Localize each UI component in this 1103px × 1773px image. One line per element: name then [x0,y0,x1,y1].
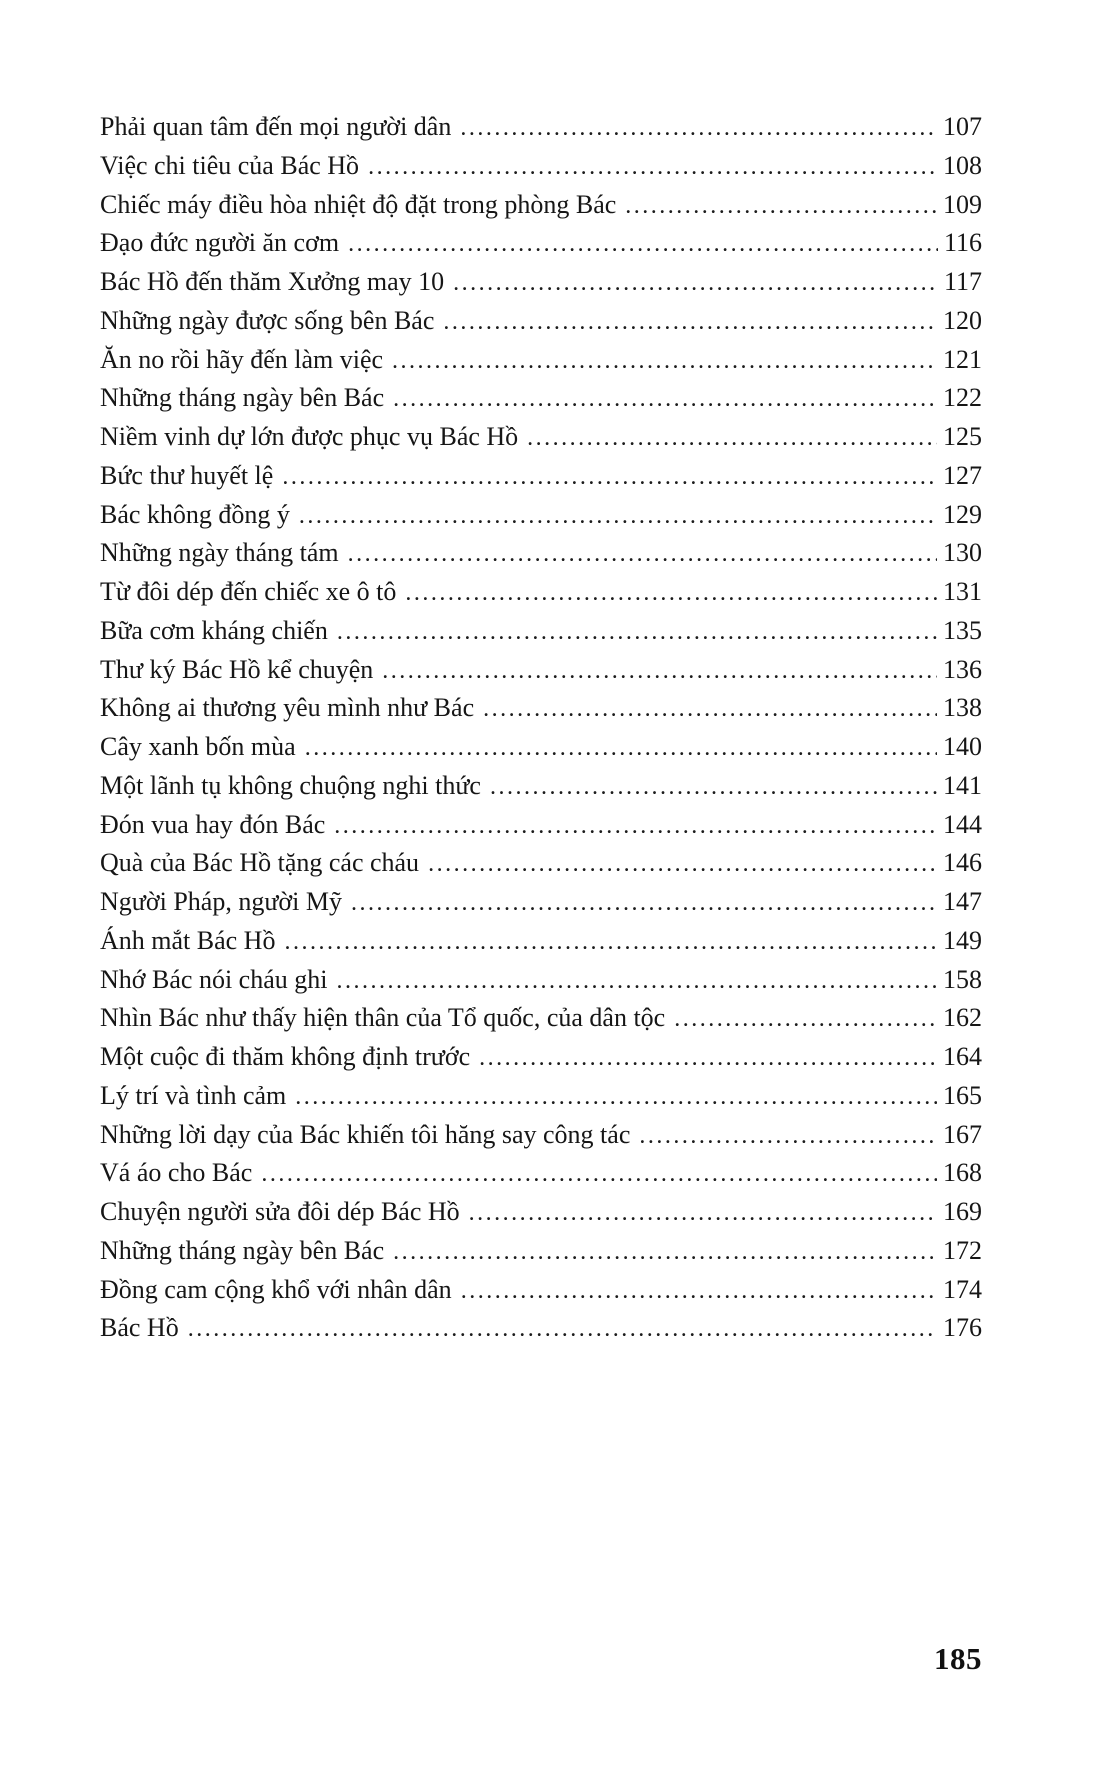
toc-entry [100,306,982,345]
toc-entry-title: Từ đôi dép đến chiếc xe ô tô [100,577,397,606]
toc-entry-title: Phải quan tâm đến mọi người dân [100,112,452,141]
toc-entry-title: Đồng cam cộng khổ với nhân dân [100,1274,452,1304]
toc-entry-page: 135 [943,615,982,645]
toc-entry-title: Quà của Bác Hồ tặng các cháu [100,848,420,878]
page-number: 185 [934,1641,982,1676]
toc-entry-title: Những ngày được sống bên Bác [100,305,435,335]
toc-entry [100,500,982,539]
toc-entry-page: 130 [943,538,982,568]
toc-entry-page: 129 [943,499,982,529]
toc-entry-title: Bác Hồ [100,1313,179,1343]
toc-entry-title: Những tháng ngày bên Bác [100,1235,385,1265]
toc-dot-leader [305,732,937,762]
toc-entry [100,267,982,306]
toc-dot-leader [674,1003,937,1033]
toc-entry-page: 108 [943,150,982,180]
toc-entry [100,616,982,655]
toc-dot-leader [405,577,937,607]
toc-entry [100,848,982,887]
toc-entry-page: 127 [943,460,982,490]
toc-entry-title: Thư ký Bác Hồ kể chuyện [100,654,374,684]
toc-entry [100,732,982,771]
toc-entry-page: 167 [943,1119,982,1149]
toc-dot-leader [428,848,937,878]
toc-entry-title: Nhìn Bác như thấy hiện thân của Tổ quốc, của dân tộc [100,1003,666,1033]
toc-entry-page: 144 [943,809,982,839]
toc-entry [100,771,982,810]
toc-dot-leader [188,1313,937,1343]
toc-entry [100,190,982,229]
toc-entry [100,228,982,267]
toc-entry-title: Ăn no rồi hãy đến làm việc [100,344,384,374]
toc-entry-page: 117 [943,267,982,296]
toc-entry-page: 131 [943,577,982,606]
toc-dot-leader [261,1158,937,1188]
toc-entry [100,965,982,1004]
toc-dot-leader [284,926,937,956]
toc-entry [100,538,982,577]
toc-entry-title: Một lãnh tụ không chuộng nghi thức [100,770,481,800]
toc-dot-leader [348,228,938,258]
toc-entry-title: Chiếc máy điều hòa nhiệt độ đặt trong phòng Bác [100,189,617,219]
toc-dot-leader [393,383,937,413]
toc-entry-title: Đón vua hay đón Bác [100,809,326,839]
toc-entry-title: Niềm vinh dự lớn được phục vụ Bác Hồ [100,422,519,451]
toc-entry-page: 138 [943,693,982,723]
toc-entry-page: 169 [943,1197,982,1226]
toc-entry-title: Đạo đức người ăn cơm [100,228,340,258]
toc-dot-leader [337,616,937,646]
toc-dot-leader [527,422,937,452]
toc-entry-title: Việc chi tiêu của Bác Hồ [100,150,360,180]
toc-entry [100,577,982,616]
toc-dot-leader [334,810,937,840]
toc-entry [100,810,982,849]
toc-entry [100,1275,982,1314]
toc-dot-leader [443,306,937,336]
toc-entry-title: Bác không đồng ý [100,499,290,529]
toc-dot-leader [453,267,938,297]
toc-entry-title: Những lời dạy của Bác khiến tôi hăng say công tác [100,1119,631,1149]
toc-entry-title: Một cuộc đi thăm không định trước [100,1042,471,1071]
toc-entry-page: 174 [943,1274,982,1304]
toc-entry [100,1120,982,1159]
toc-dot-leader [295,1081,937,1111]
toc-entry-page: 149 [943,925,982,955]
toc-entry [100,926,982,965]
toc-dot-leader [479,1042,937,1072]
toc-entry [100,1081,982,1120]
toc-entry-page: 121 [943,344,982,374]
toc-entry-page: 164 [943,1042,982,1071]
toc-entry-title: Bức thư huyết lệ [100,460,274,490]
toc-dot-leader [639,1120,937,1150]
toc-entry-page: 158 [943,964,982,994]
toc-dot-leader [460,112,937,142]
toc-entry [100,383,982,422]
toc-entry-page: 140 [943,732,982,761]
toc-entry-page: 122 [943,383,982,413]
toc-entry-page: 165 [943,1080,982,1110]
toc-entry-page: 136 [943,654,982,684]
toc-entry-title: Chuyện người sửa đôi dép Bác Hồ [100,1197,460,1226]
toc-entry-page: 168 [943,1158,982,1188]
toc-entry-title: Cây xanh bốn mùa [100,732,296,761]
toc-entry-page: 176 [943,1313,982,1343]
toc-dot-leader [368,151,937,181]
toc-entry [100,112,982,151]
toc-entry-page: 109 [943,189,982,219]
toc-dot-leader [461,1275,937,1305]
toc-dot-leader [336,965,937,995]
toc-entry [100,887,982,926]
toc-dot-leader [348,538,937,568]
toc-dot-leader [351,887,937,917]
toc-entry [100,422,982,461]
toc-entry-page: 141 [943,770,982,800]
toc-entry [100,1158,982,1197]
table-of-contents [100,112,982,1352]
toc-entry [100,1042,982,1081]
toc-entry-title: Những tháng ngày bên Bác [100,383,385,413]
toc-entry-page: 172 [943,1235,982,1265]
toc-entry-page: 107 [943,112,982,141]
toc-entry [100,345,982,384]
toc-dot-leader [299,500,937,530]
toc-entry [100,1197,982,1236]
toc-entry [100,655,982,694]
toc-dot-leader [490,771,937,801]
toc-entry-page: 125 [943,422,982,451]
toc-entry-title: Bữa cơm kháng chiến [100,615,328,645]
toc-dot-leader [282,461,937,491]
toc-dot-leader [382,655,937,685]
toc-dot-leader [392,345,937,375]
toc-dot-leader [469,1197,937,1227]
toc-entry [100,1003,982,1042]
toc-entry-title: Người Pháp, người Mỹ [100,887,343,916]
toc-entry [100,151,982,190]
toc-entry-title: Ánh mắt Bác Hồ [100,925,276,955]
toc-entry-title: Lý trí và tình cảm [100,1080,287,1110]
toc-entry-page: 147 [943,887,982,916]
toc-entry-title: Những ngày tháng tám [100,538,339,568]
toc-entry [100,693,982,732]
toc-entry [100,1236,982,1275]
toc-entry-page: 146 [943,848,982,878]
toc-dot-leader [625,190,937,220]
toc-entry-page: 116 [943,228,982,258]
toc-entry-title: Không ai thương yêu mình như Bác [100,693,475,723]
toc-entry [100,461,982,500]
toc-entry-title: Bác Hồ đến thăm Xưởng may 10 [100,267,445,296]
toc-dot-leader [483,693,937,723]
toc-entry [100,1313,982,1352]
toc-dot-leader [393,1236,937,1266]
toc-entry-page: 162 [943,1003,982,1033]
toc-entry-page: 120 [943,305,982,335]
toc-entry-title: Nhớ Bác nói cháu ghi [100,964,328,994]
toc-entry-title: Vá áo cho Bác [100,1158,253,1188]
